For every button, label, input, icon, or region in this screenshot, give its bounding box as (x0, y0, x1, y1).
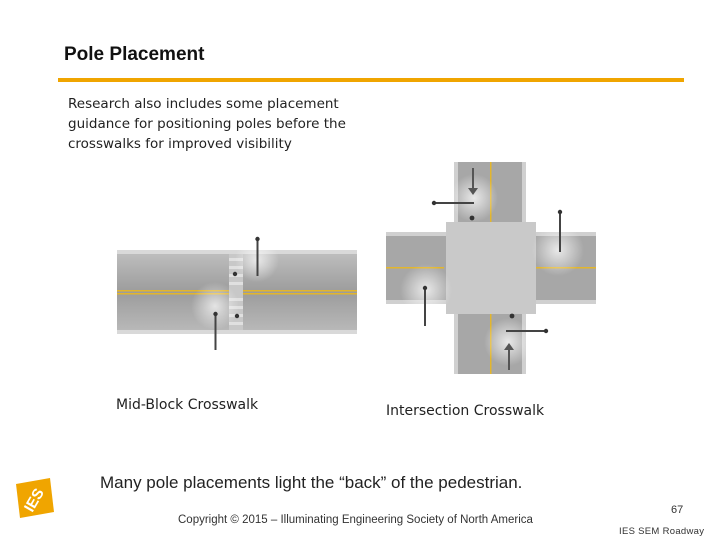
intersection-caption: Intersection Crosswalk (386, 403, 545, 419)
intersection-crosswalk-diagram (386, 162, 596, 379)
organization-label: IES SEM Roadway (619, 526, 705, 537)
page-number: 67 (671, 504, 684, 516)
title-divider (58, 78, 684, 82)
mid-block-crosswalk-diagram (117, 236, 359, 359)
ies-logo (12, 476, 58, 525)
svg-text:IES: IES (21, 485, 48, 515)
slide-title: Pole Placement (64, 44, 205, 65)
summary-text: Many pole placements light the “back” of the pedestrian. (100, 473, 523, 492)
mid-block-caption: Mid-Block Crosswalk (116, 397, 259, 413)
intro-text: Research also includes some placement guidance for positioning poles before the crosswalks for improved visibility (68, 96, 346, 152)
copyright-text: Copyright © 2015 – Illuminating Engineering Society of North America (178, 514, 533, 526)
